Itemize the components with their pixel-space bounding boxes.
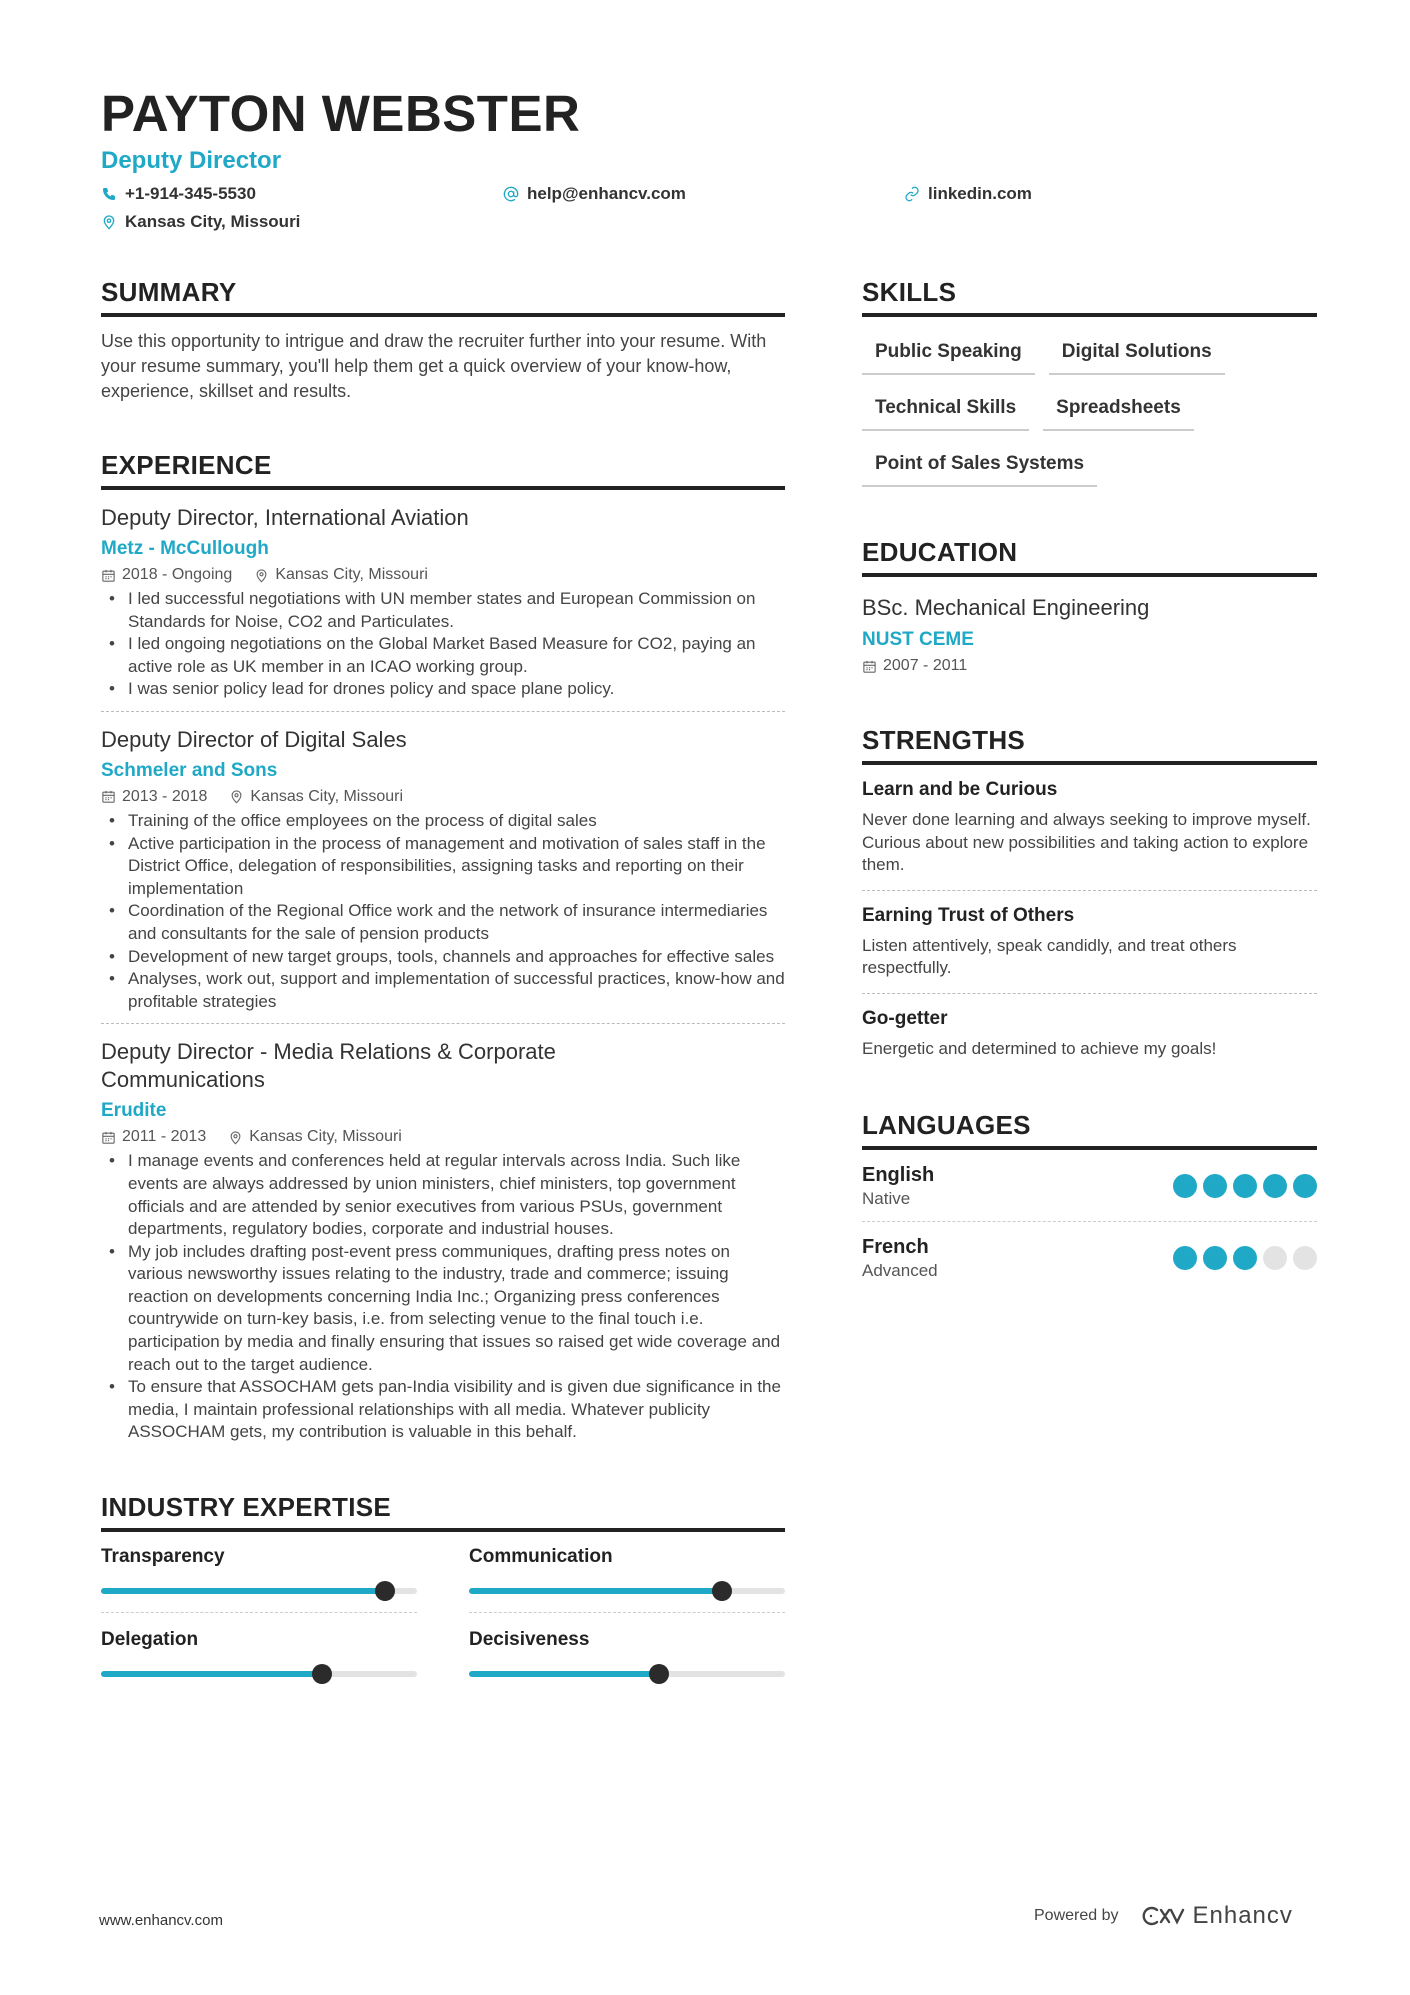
bullet-item: • Active participation in the process of management and motivation of sales staff in the District Office, delegation of responsibilities, assigning tasks and reporting on their implementation (101, 833, 785, 901)
strength-title: Earning Trust of Others (862, 904, 1075, 926)
strength-item (862, 765, 1317, 890)
calendar-icon (862, 659, 877, 674)
expertise-heading: INDUSTRY EXPERTISE (101, 1492, 785, 1532)
email-text[interactable]: help@enhancv.com (527, 184, 686, 203)
summary-heading: SUMMARY (101, 277, 785, 317)
summary-section (101, 277, 785, 404)
experience-location: Kansas City, Missouri (250, 787, 404, 805)
expertise-grid (101, 1546, 785, 1695)
experience-role: Deputy Director - Media Relations & Corporate Communications (101, 1039, 556, 1093)
rating-dot-filled (1203, 1246, 1227, 1270)
experience-heading: EXPERIENCE (101, 450, 785, 490)
footer-website[interactable]: www.enhancv.com (99, 1912, 223, 1929)
rating-dot-filled (1293, 1174, 1317, 1198)
experience-bullets (101, 810, 785, 1013)
education-school: NUST CEME (862, 629, 974, 650)
strengths-heading: STRENGTHS (862, 725, 1317, 765)
strengths-section (862, 725, 1317, 1074)
expertise-fill (101, 1588, 385, 1594)
expertise-knob (375, 1581, 395, 1601)
calendar-icon (101, 789, 116, 804)
expertise-item (101, 1546, 417, 1613)
language-name: English (862, 1163, 935, 1186)
strength-title: Learn and be Curious (862, 779, 1058, 800)
expertise-bar (101, 1588, 417, 1594)
expertise-item (469, 1546, 785, 1613)
strength-item (862, 993, 1317, 1074)
candidate-name: PAYTON WEBSTER (101, 85, 581, 142)
link-icon (904, 186, 920, 202)
education-heading: EDUCATION (862, 537, 1317, 577)
experience-bullets (101, 1150, 785, 1444)
languages-section (862, 1110, 1317, 1293)
experience-company: Erudite (101, 1100, 167, 1122)
bullet-item: • I led successful negotiations with UN member states and European Commission on Standards for Noise, CO2 and Particulates. (101, 588, 785, 633)
experience-item (101, 1023, 785, 1444)
location-contact (101, 212, 300, 232)
skill-tag: Digital Solutions (1049, 333, 1225, 375)
experience-location: Kansas City, Missouri (249, 1128, 402, 1146)
right-column (862, 277, 1317, 1293)
language-rating (1173, 1246, 1317, 1270)
expertise-bar (469, 1588, 785, 1594)
expertise-section (101, 1492, 785, 1695)
skill-tag: Spreadsheets (1043, 389, 1194, 431)
at-icon (503, 186, 519, 202)
strength-item (862, 890, 1317, 993)
location-text: Kansas City, Missouri (125, 212, 301, 231)
strength-desc: Listen attentively, speak candidly, and treat others respectfully. (862, 935, 1237, 978)
enhancv-logo[interactable] (1137, 1902, 1293, 1930)
experience-dates: 2018 - Ongoing (122, 566, 233, 583)
experience-role: Deputy Director, International Aviation (101, 505, 469, 530)
location-pin-icon (228, 1130, 243, 1145)
experience-location: Kansas City, Missouri (275, 566, 428, 583)
phone-contact (101, 184, 256, 204)
experience-dates: 2013 - 2018 (122, 787, 208, 805)
bullet-item: • I led ongoing negotiations on the Global Market Based Measure for CO2, paying an active role as UK member in an ICAO working group. (101, 633, 785, 678)
expertise-knob (649, 1664, 669, 1684)
expertise-fill (469, 1588, 722, 1594)
rating-dot-filled (1173, 1246, 1197, 1270)
linkedin-contact (904, 184, 1032, 204)
experience-role: Deputy Director of Digital Sales (101, 726, 407, 752)
expertise-fill (469, 1671, 659, 1677)
rating-dot-filled (1233, 1174, 1257, 1198)
rating-dot-empty (1263, 1246, 1287, 1270)
experience-item (101, 504, 785, 701)
summary-text: Use this opportunity to intrigue and draw the recruiter further into your resume. With your resume summary, you'll help them get a quick overview of your know-how, experience, skillset and results. (101, 331, 767, 401)
linkedin-text[interactable]: linkedin.com (928, 184, 1032, 203)
location-pin-icon (254, 568, 269, 583)
bullet-item: • My job includes drafting post-event press communiques, drafting press notes on various newsworthy issues relating to the industry, trade and commerce; issuing reaction on developments concerning India Inc.; Organizing press conferences countrywide on turn-key basis, i.e. from selecting venue to the final touch i.e. participation by media and finally ensuring that issues so raised get wide coverage and reach out to the target audience. (101, 1241, 785, 1377)
expertise-bar (101, 1671, 417, 1677)
expertise-label: Communication (469, 1546, 613, 1568)
calendar-icon (101, 568, 116, 583)
skills-list (862, 333, 1317, 487)
education-dates: 2007 - 2011 (883, 657, 968, 674)
bullet-item: • Analyses, work out, support and implementation of successful practices, know-how and profitable strategies (101, 968, 785, 1013)
skill-tag: Public Speaking (862, 333, 1035, 375)
bullet-item: • Training of the office employees on the process of digital sales (101, 810, 785, 833)
email-contact (503, 184, 686, 204)
experience-meta (101, 1128, 785, 1146)
enhancv-logo-icon (1137, 1904, 1185, 1928)
bullet-item: • Coordination of the Regional Office work and the network of insurance intermediaries and consultants for the sale of pension products (101, 900, 785, 945)
skill-tag: Technical Skills (862, 389, 1029, 431)
skills-section (862, 277, 1317, 487)
bullet-item: • I manage events and conferences held at regular intervals across India. Such like events are always addressed by union ministers, chief ministers, top government officials and are attended by senior executives from various PSUs, government departments, regulatory bodies, corporate and industrial houses. (101, 1150, 785, 1240)
rating-dot-filled (1203, 1174, 1227, 1198)
strength-desc: Energetic and determined to achieve my goals! (862, 1038, 1217, 1058)
strength-title: Go-getter (862, 1007, 948, 1029)
skill-tag: Point of Sales Systems (862, 445, 1097, 487)
location-pin-icon (101, 214, 117, 230)
expertise-label: Transparency (101, 1546, 225, 1568)
expertise-label: Decisiveness (469, 1629, 590, 1651)
language-level: Native (862, 1188, 911, 1208)
experience-company: Schmeler and Sons (101, 759, 278, 781)
language-level: Advanced (862, 1260, 938, 1280)
expertise-knob (712, 1581, 732, 1601)
language-rating (1173, 1174, 1317, 1198)
education-degree: BSc. Mechanical Engineering (862, 595, 1150, 620)
rating-dot-filled (1233, 1246, 1257, 1270)
footer-branding (1034, 1902, 1293, 1930)
rating-dot-filled (1263, 1174, 1287, 1198)
bullet-item: • I was senior policy lead for drones policy and space plane policy. (101, 678, 785, 701)
languages-heading: LANGUAGES (862, 1110, 1317, 1150)
experience-meta (101, 788, 785, 806)
experience-company: Metz - McCullough (101, 538, 269, 559)
location-pin-icon (229, 789, 244, 804)
brand-name: Enhancv (1192, 1902, 1293, 1929)
experience-item (101, 711, 785, 1013)
bullet-item: • Development of new target groups, tools, channels and approaches for effective sales (101, 946, 785, 969)
language-item (862, 1221, 1317, 1293)
expertise-item (101, 1629, 417, 1695)
experience-dates: 2011 - 2013 (122, 1128, 207, 1146)
expertise-item (469, 1629, 785, 1695)
expertise-bar (469, 1671, 785, 1677)
calendar-icon (101, 1130, 116, 1145)
language-name: French (862, 1235, 929, 1258)
skills-heading: SKILLS (862, 277, 1317, 317)
powered-by-text: Powered by (1034, 1907, 1119, 1924)
phone-text[interactable]: +1-914-345-5530 (125, 184, 256, 203)
expertise-knob (312, 1664, 332, 1684)
left-column (101, 277, 785, 1695)
candidate-title: Deputy Director (101, 147, 282, 174)
education-meta (862, 657, 1317, 675)
experience-section (101, 450, 785, 1444)
phone-icon (101, 186, 117, 202)
bullet-item: • To ensure that ASSOCHAM gets pan-India visibility and is given due significance in the media, I maintain professional relationships with all media. Whatever publicity ASSOCHAM gets, my contribution is valuable in this behalf. (101, 1376, 785, 1444)
rating-dot-filled (1173, 1174, 1197, 1198)
language-item (862, 1150, 1317, 1221)
experience-bullets (101, 588, 785, 701)
rating-dot-empty (1293, 1246, 1317, 1270)
experience-meta (101, 566, 785, 584)
strength-desc: Never done learning and always seeking to improve myself. Curious about new possibilities and taking action to explore them. (862, 810, 1311, 875)
expertise-fill (101, 1671, 322, 1677)
education-section (862, 537, 1317, 675)
expertise-label: Delegation (101, 1629, 199, 1651)
